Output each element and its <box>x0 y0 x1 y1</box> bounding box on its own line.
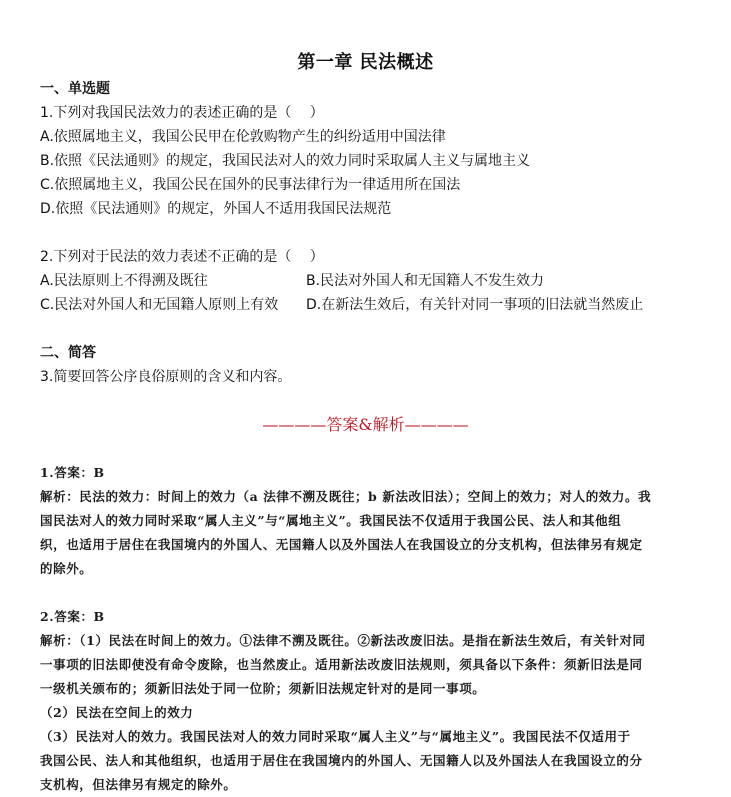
question-1-option-c: C.依照属地主义，我国公民在国外的民事法律行为一律适用所在国法 <box>40 177 461 193</box>
answer-1-line: 的除外。 <box>40 561 93 576</box>
answer-1-line: 国民法对人的效力同时采取“属人主义”与“属地主义”。我国民法不仅适用于我国公民、法人和其他组 <box>40 513 622 528</box>
question-2-option-a: A.民法原则上不得溯及既往 <box>40 273 208 289</box>
question-2-option-c: C.民法对外国人和无国籍人原则上有效 <box>40 297 279 313</box>
section-heading-short-answer: 二、简答 <box>40 345 96 361</box>
question-1-option-b: B.依照《民法通则》的规定，我国民法对人的效力同时采取属人主义与属地主义 <box>40 153 531 169</box>
answer-2-line: （3）民法对人的效力。我国民法对人的效力同时采取“属人主义”与“属地主义”。我国民法不仅适用于 <box>40 729 631 744</box>
question-1-stem: 1.下列对我国民法效力的表述正确的是（ ） <box>40 105 324 121</box>
question-2-option-b: B.民法对外国人和无国籍人不发生效力 <box>306 273 545 289</box>
answer-2-line: 我国公民、法人和其他组织，也适用于居住在我国境内的外国人、无国籍人以及外国法人在我国设立的分 <box>40 753 643 768</box>
answer-1-line: 织，也适用于居住在我国境内的外国人、无国籍人以及外国法人在我国设立的分支机构，但法律另有规定 <box>40 537 643 552</box>
answer-2-line: （2）民法在空间上的效力 <box>40 705 194 720</box>
answer-1-line: 解析：民法的效力：时间上的效力（a 法律不溯及既往；b 新法改旧法）；空间上的效力；对人的效力。我 <box>40 489 652 504</box>
answer-2-line: 一级机关颁布的；须新旧法处于同一位阶；须新旧法规定针对的是同一事项。 <box>40 681 486 696</box>
question-1-option-d: D.依照《民法通则》的规定，外国人不适用我国民法规范 <box>40 201 392 217</box>
question-3-stem: 3.简要回答公序良俗原则的含义和内容。 <box>40 369 292 385</box>
answer-2-line: 一事项的旧法即使没有命令废除，也当然废止。适用新法改废旧法规则，须具备以下条件：须新旧法是同 <box>40 657 643 672</box>
section-heading-single-choice: 一、单选题 <box>40 81 110 97</box>
question-2-option-d: D.在新法生效后，有关针对同一事项的旧法就当然废止 <box>306 297 644 313</box>
question-2-stem: 2.下列对于民法的效力表述不正确的是（ ） <box>40 249 324 265</box>
answer-1-label: 1.答案：B <box>40 465 105 480</box>
answer-2-line: 支机构，但法律另有规定的除外。 <box>40 777 237 792</box>
question-1-option-a: A.依照属地主义，我国公民甲在伦敦购物产生的纠纷适用中国法律 <box>40 129 446 145</box>
answer-2-line: 解析：（1）民法在时间上的效力。①法律不溯及既往。②新法改废旧法。是指在新法生效后，有关针对同 <box>40 633 646 648</box>
answer-2-label: 2.答案：B <box>40 609 105 624</box>
answer-divider: ————答案&解析———— <box>262 415 469 434</box>
chapter-title: 第一章 民法概述 <box>297 52 434 73</box>
